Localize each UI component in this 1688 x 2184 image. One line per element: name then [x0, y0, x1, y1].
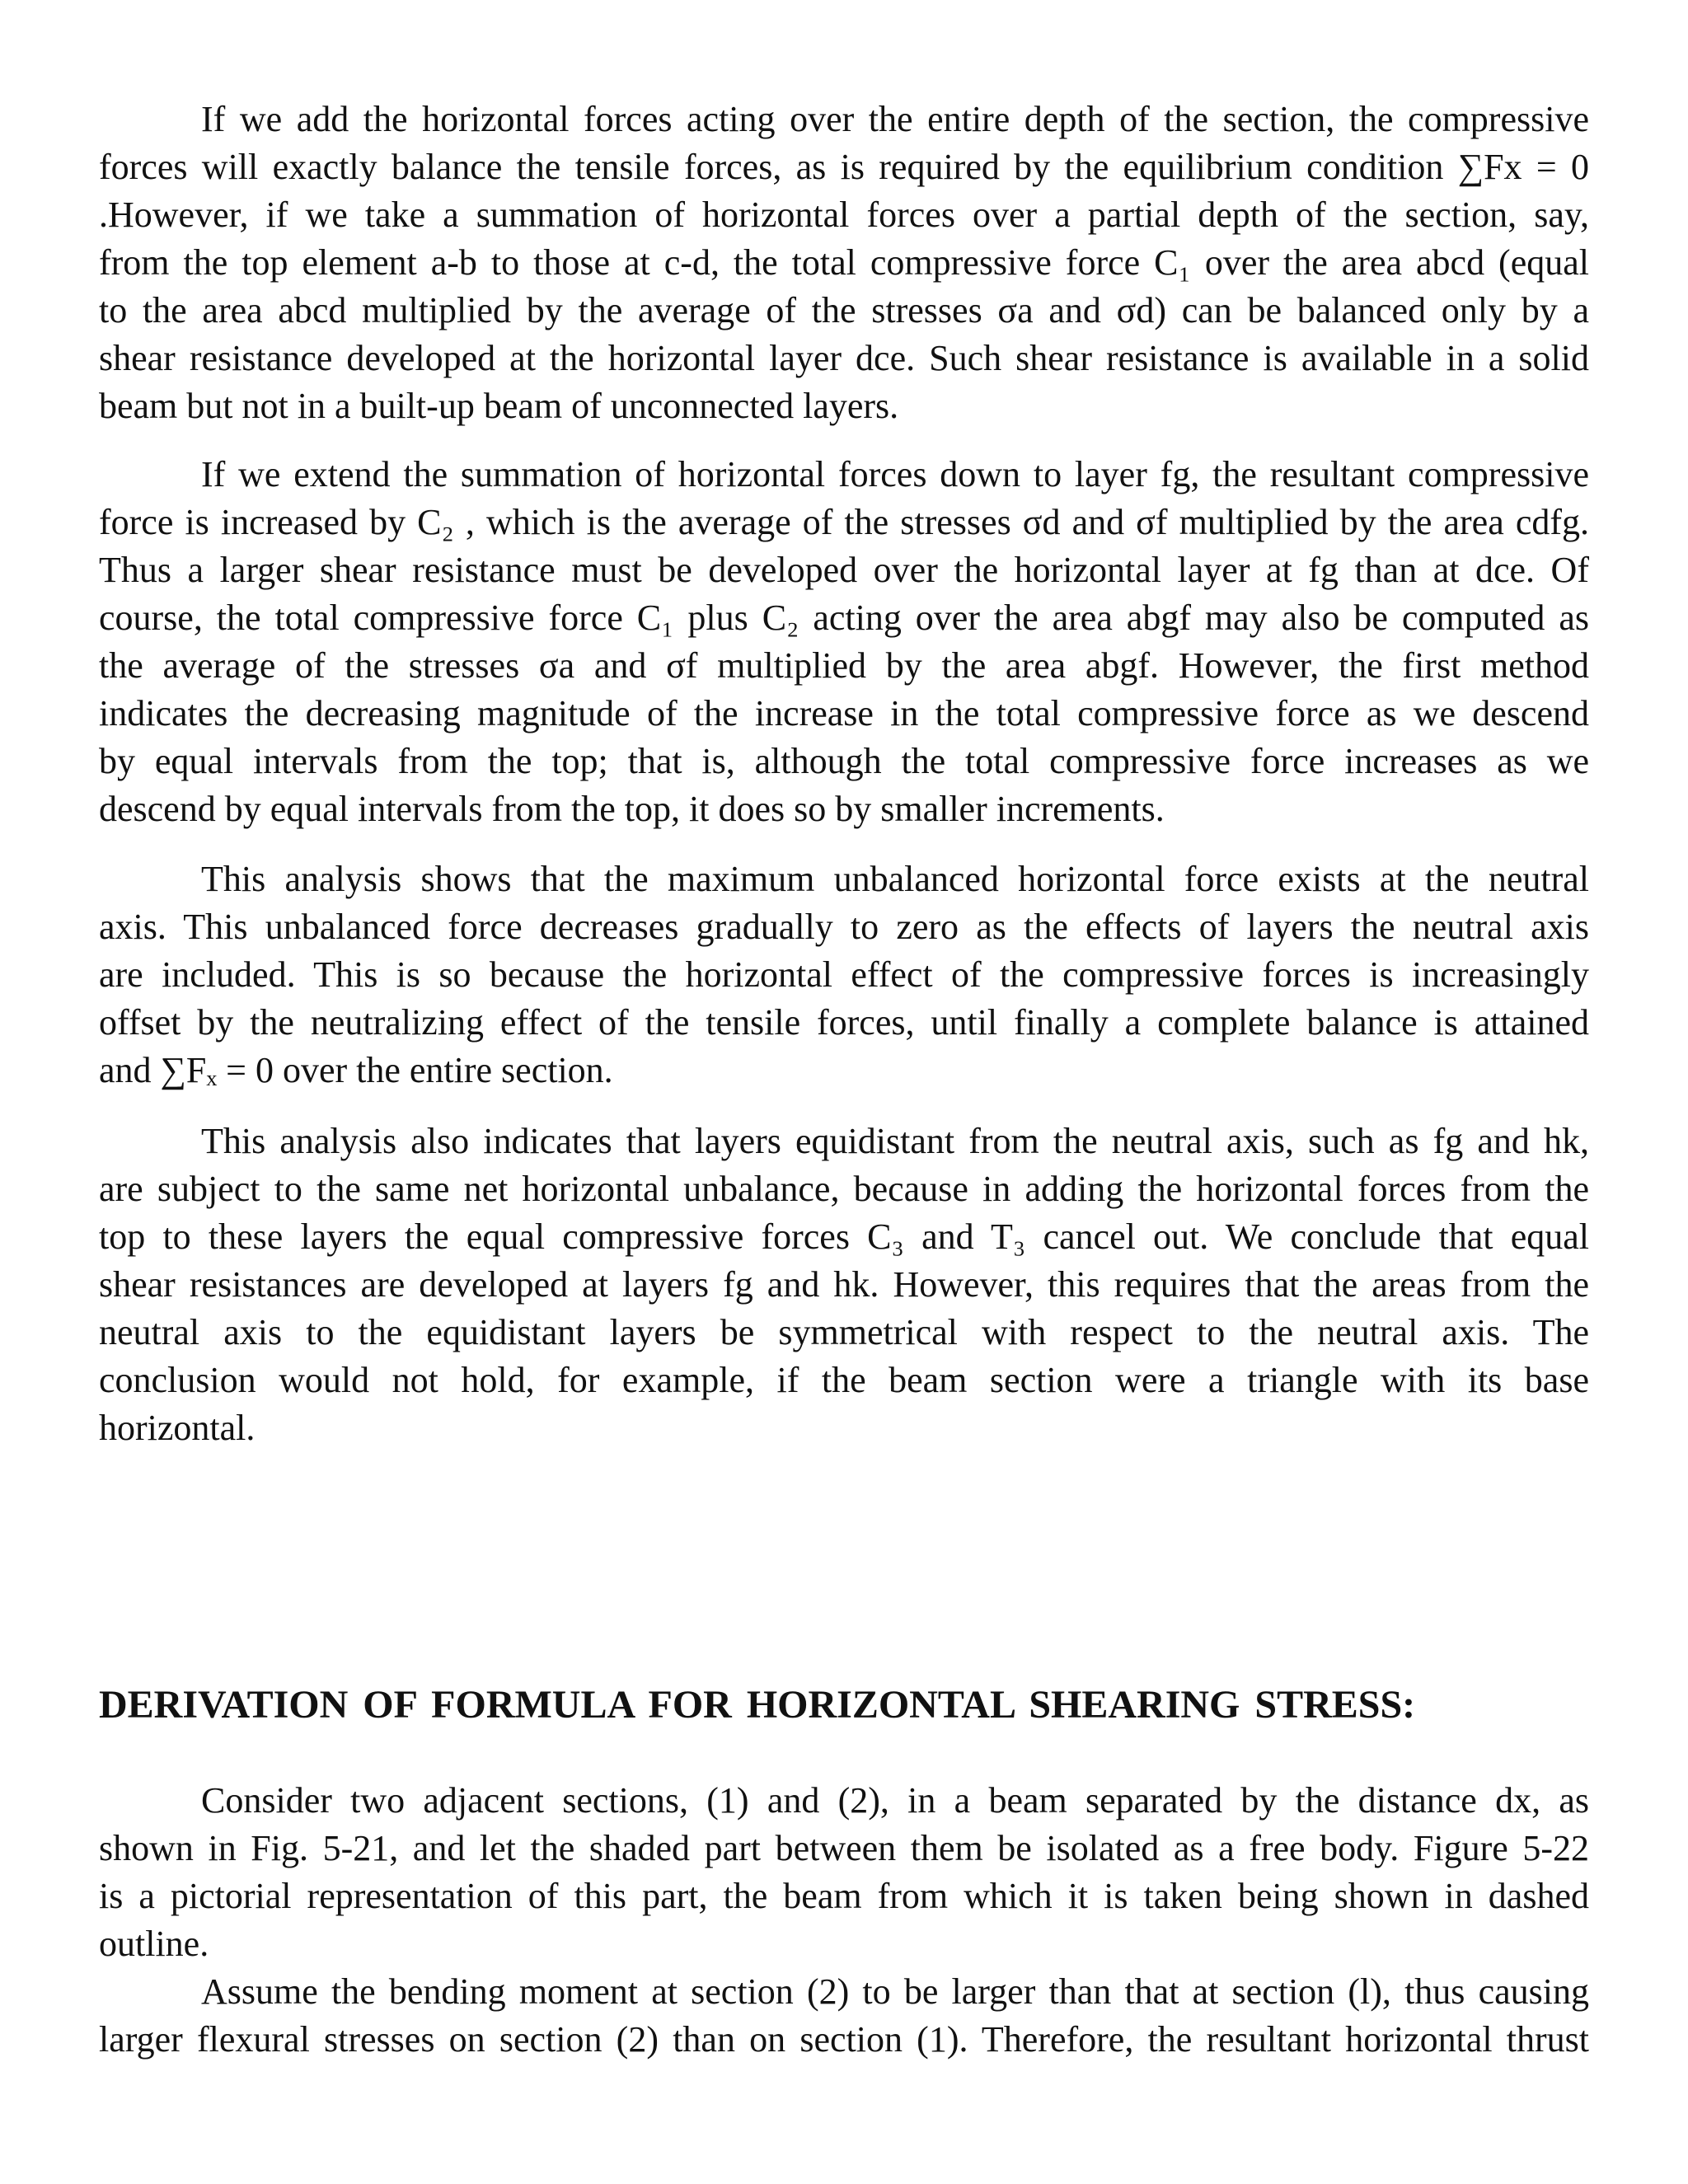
- text-line: Thus a larger shear resistance must be developed over the horizontal layer at fg than at dce. Of: [99, 550, 1589, 590]
- text-line: shear resistances are developed at layers fg and hk. However, this requires that the areas from the: [99, 1264, 1589, 1305]
- text-line: horizontal.: [99, 1408, 256, 1448]
- text-line: beam but not in a built-up beam of unconnected layers.: [99, 386, 899, 426]
- text-line: are included. This is so because the horizontal effect of the compressive forces is increasingly: [99, 954, 1589, 995]
- text-line: from the top element a-b to those at c-d, the total compressive force C₁ over the area abcd (equal: [99, 242, 1589, 283]
- paragraph-bending-moment: [99, 1968, 1589, 2064]
- text-line: to the area abcd multiplied by the average of the stresses σa and σd) can be balanced only by a: [99, 290, 1589, 330]
- text-line: the average of the stresses σa and σf multiplied by the area abgf. However, the first method: [99, 645, 1589, 686]
- paragraph-equilibrium: [99, 96, 1589, 430]
- paragraph-adjacent-sections: [99, 1777, 1589, 1968]
- text-line: This analysis also indicates that layers equidistant from the neutral axis, such as fg and hk,: [201, 1121, 1589, 1161]
- text-line: by equal intervals from the top; that is, although the total compressive force increases as we: [99, 741, 1589, 781]
- text-line: forces will exactly balance the tensile forces, as is required by the equilibrium condition ∑Fx = 0: [99, 147, 1589, 187]
- text-line: conclusion would not hold, for example, if the beam section were a triangle with its base: [99, 1360, 1589, 1400]
- text-line: are subject to the same net horizontal unbalance, because in adding the horizontal forces from the: [99, 1169, 1589, 1209]
- paragraph-equidistant-layers: [99, 1118, 1589, 1452]
- text-line: offset by the neutralizing effect of the tensile forces, until finally a complete balance is attained: [99, 1002, 1589, 1043]
- text-line: axis. This unbalanced force decreases gradually to zero as the effects of layers the neutral axis: [99, 907, 1589, 947]
- text-line: If we extend the summation of horizontal forces down to layer fg, the resultant compressive: [201, 454, 1589, 494]
- paragraph-summation: [99, 451, 1589, 833]
- text-line: force is increased by C₂ , which is the average of the stresses σd and σf multiplied by the area cdfg.: [99, 502, 1589, 542]
- text-line: Assume the bending moment at section (2) to be larger than that at section (l), thus causing: [201, 1971, 1589, 2012]
- text-line: .However, if we take a summation of horizontal forces over a partial depth of the section, say,: [99, 194, 1589, 235]
- text-line: Consider two adjacent sections, (1) and (2), in a beam separated by the distance dx, as: [201, 1780, 1589, 1821]
- text-line: shown in Fig. 5-21, and let the shaded part between them be isolated as a free body. Figure 5-22: [99, 1828, 1589, 1868]
- text-line: larger flexural stresses on section (2) than on section (1). Therefore, the resultant horizontal thrust: [99, 2019, 1589, 2060]
- text-line: outline.: [99, 1924, 209, 1964]
- text-line: is a pictorial representation of this part, the beam from which it is taken being shown in dashed: [99, 1876, 1589, 1916]
- text-line: indicates the decreasing magnitude of the increase in the total compressive force as we descend: [99, 693, 1589, 733]
- text-line: course, the total compressive force C₁ plus C₂ acting over the area abgf may also be computed as: [99, 598, 1589, 638]
- text-line: This analysis shows that the maximum unbalanced horizontal force exists at the neutral: [201, 859, 1589, 899]
- paragraph-neutral-axis: [99, 855, 1589, 1094]
- text-line: descend by equal intervals from the top, it does so by smaller increments.: [99, 789, 1165, 829]
- text-line: If we add the horizontal forces acting over the entire depth of the section, the compressive: [201, 99, 1589, 139]
- text-line: and ∑Fₓ = 0 over the entire section.: [99, 1050, 613, 1090]
- text-line: neutral axis to the equidistant layers be symmetrical with respect to the neutral axis. The: [99, 1312, 1589, 1352]
- text-line: shear resistance developed at the horizontal layer dce. Such shear resistance is available in a solid: [99, 338, 1589, 378]
- text-line: top to these layers the equal compressive forces C₃ and T₃ cancel out. We conclude that equal: [99, 1216, 1589, 1257]
- section-heading: DERIVATION OF FORMULA FOR HORIZONTAL SHEARING STRESS:: [99, 1683, 1416, 1727]
